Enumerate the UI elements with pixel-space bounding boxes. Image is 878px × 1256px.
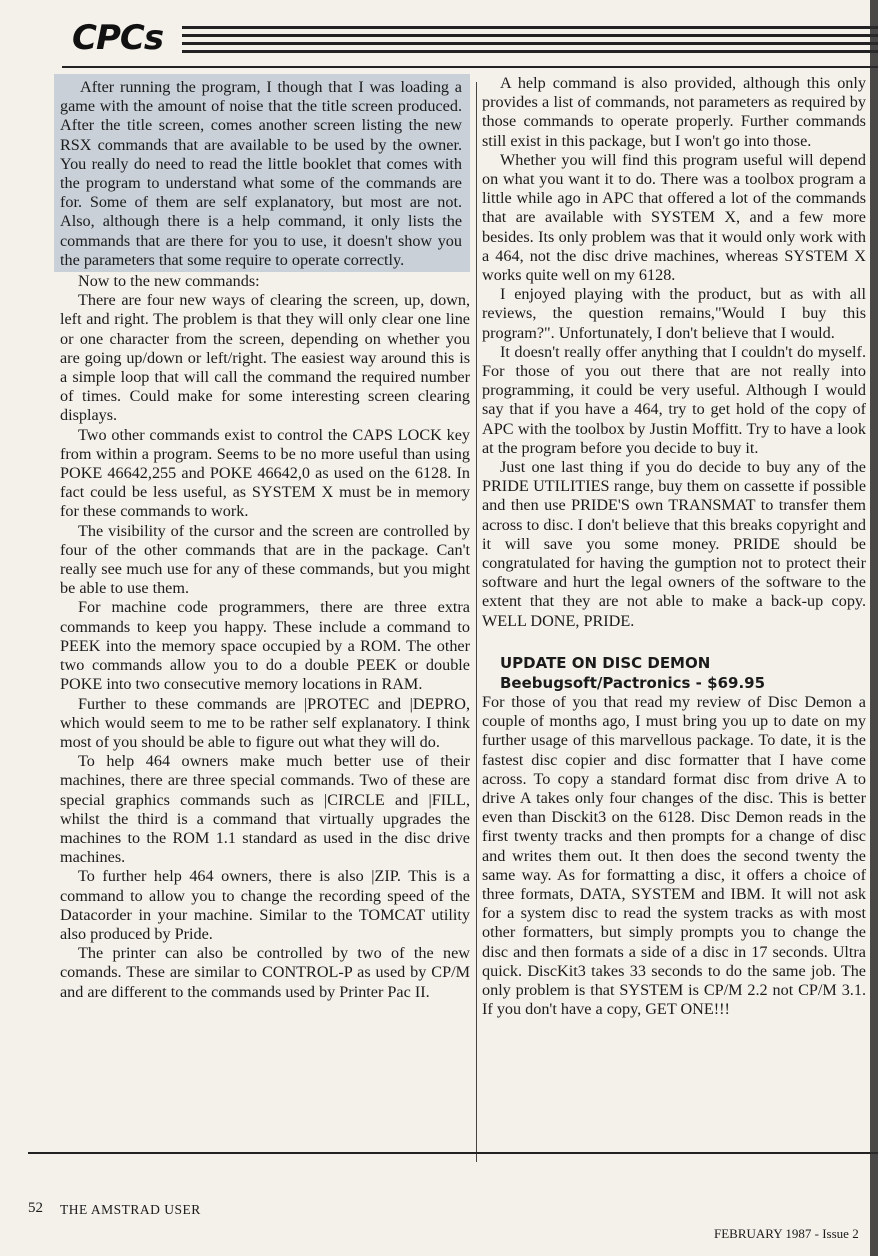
paragraph: Now to the new commands: <box>78 272 260 291</box>
column-divider <box>476 82 477 1162</box>
paragraph: The printer can also be controlled by two of the new comands. These are similar to CONTROL-P as used by CP/M and are different to the commands used by Printer Pac II. <box>60 944 470 1001</box>
left-column <box>60 74 470 1002</box>
paragraph: It doesn't really offer anything that I couldn't do myself. For those of you out there that are not really into programming, it could be very useful. Although I would say that if you have a 464, try to get hold of the copy of APC with the toolbox by Justin Moffitt. Try to have a look at the program before you decide to buy it. <box>482 342 866 457</box>
paragraph: Two other commands exist to control the CAPS LOCK key from within a program. Seems to be no more useful than using POKE 46642,255 and POKE 46642,0 as used on the 6128. In fact could be less useful, as SYSTEM X must be in memory for these commands to work. <box>60 425 470 521</box>
paragraph: A help command is also provided, although this only provides a list of commands, not parameters as required by those commands to operate properly. Further commands still exist in this package, but I won't go into those. <box>482 74 866 150</box>
right-column <box>482 74 866 1019</box>
paragraph: Further to these commands are |PROTEC and |DEPRO, which would seem to me to be rather self explanatory. I think most of you should be able to figure out what they will do. <box>60 694 470 751</box>
magazine-name: THE AMSTRAD USER <box>60 1202 201 1217</box>
paragraph: There are four new ways of clearing the screen, up, down, left and right. The problem is that they will only clear one line or one character from the screen, depending on whether you are going up/down or left/right. The easiest way around this is a simple loop that will call the command the required number of times. Could make for some interesting screen clearing displays. <box>60 291 470 425</box>
section-title: CPCs <box>72 18 164 58</box>
paragraph: Whether you will find this program useful will depend on what you want it to do. There was a toolbox program a little while ago in APC that offered a lot of the commands that are available with SYSTEM X, and a few more besides. Its only problem was that it would only work with a 464, not the disc drive machines, whereas SYSTEM X works quite well on my 6128. <box>482 150 866 285</box>
issue-label: FEBRUARY 1987 - Issue 2 <box>714 1226 859 1241</box>
paragraph: I enjoyed playing with the product, but as with all reviews, the question remains,"Would I buy this program?". Unfortunately, I don't believe that I would. <box>482 285 866 342</box>
footer-rule <box>28 1152 878 1154</box>
page-edge-shadow <box>870 0 878 1256</box>
update-body: For those of you that read my review of Disc Demon a couple of months ago, I must bring you up to date on my further usage of this marvellous package. To date, it is the fastest disc copier and disc formatter that I have come across. To copy a standard format disc from drive A to drive A takes only four changes of the disc. This is better even than Disckit3 on the 6128. Disc Demon reads in the first twenty tracks and then prompts for a change of disc and writes them out. It then does the second twenty the same way. As for formatting a disc, it offers a choice of three formats, DATA, SYSTEM and IBM. It will not ask for a system disc to read the system tracks as with most other formatters, but simply prompts you to change the disc and then formats a side of a disc in 17 seconds. Ultra quick. DiscKit3 takes 33 seconds to do the same job. The only problem is that SYSTEM is CP/M 2.2 not CP/M 3.1. If you don't have a copy, GET ONE!!! <box>482 692 866 1019</box>
shaded-intro <box>54 74 470 272</box>
header-underline <box>62 66 878 68</box>
paragraph: To help 464 owners make much better use of their machines, there are three special commands. Two of these are special graphics commands such as |CIRCLE and |FILL, whilst the third is a command that virtually upgrades the machines to the ROM 1.1 standard as used in the disc drive machines. <box>60 752 470 867</box>
page-header <box>62 14 878 70</box>
paragraph: Just one last thing if you do decide to buy any of the PRIDE UTILITIES range, buy them on cassette if possible and then use PRIDE'S own TRANSMAT to transfer them across to disc. I don't believe that this breaks copyright and it will save you some money. PRIDE should be congratulated for having the gumption not to protect their software and hurt the legal owners of the software to the extent that they are not able to make a back-up copy. WELL DONE, PRIDE. <box>482 458 866 630</box>
update-subheading: Beebugsoft/Pactronics - $69.95 <box>500 673 766 692</box>
page-number: 52 <box>28 1200 43 1216</box>
paragraph: After running the program, I though that I was loading a game with the amount of noise that the title screen produced. After the title screen, comes another screen listing the new RSX commands that are available to be used by the owner. You really do need to read the little booklet that comes with the program to understand what some of the commands are for. Some of them are self explanatory, but most are not. Also, although there is a help command, it only lists the commands that are there for you to use, it doesn't show you the parameters that some require to operate correctly. <box>60 78 462 269</box>
paragraph: The visibility of the cursor and the screen are controlled by four of the other commands that are in the package. Can't really see much use for any of these commands, but you might be able to use them. <box>60 521 470 598</box>
header-rules <box>182 26 878 62</box>
update-heading: UPDATE ON DISC DEMON <box>500 653 711 672</box>
paragraph: For machine code programmers, there are three extra commands to keep you happy. These include a command to PEEK into the memory space occupied by a ROM. The other two commands allow you to do a double PEEK or double POKE into two consecutive memory locations in RAM. <box>60 598 470 694</box>
paragraph: To further help 464 owners, there is also |ZIP. This is a command to allow you to change the recording speed of the Datacorder in your machine. Similar to the TOMCAT utility also produced by Pride. <box>60 867 470 943</box>
